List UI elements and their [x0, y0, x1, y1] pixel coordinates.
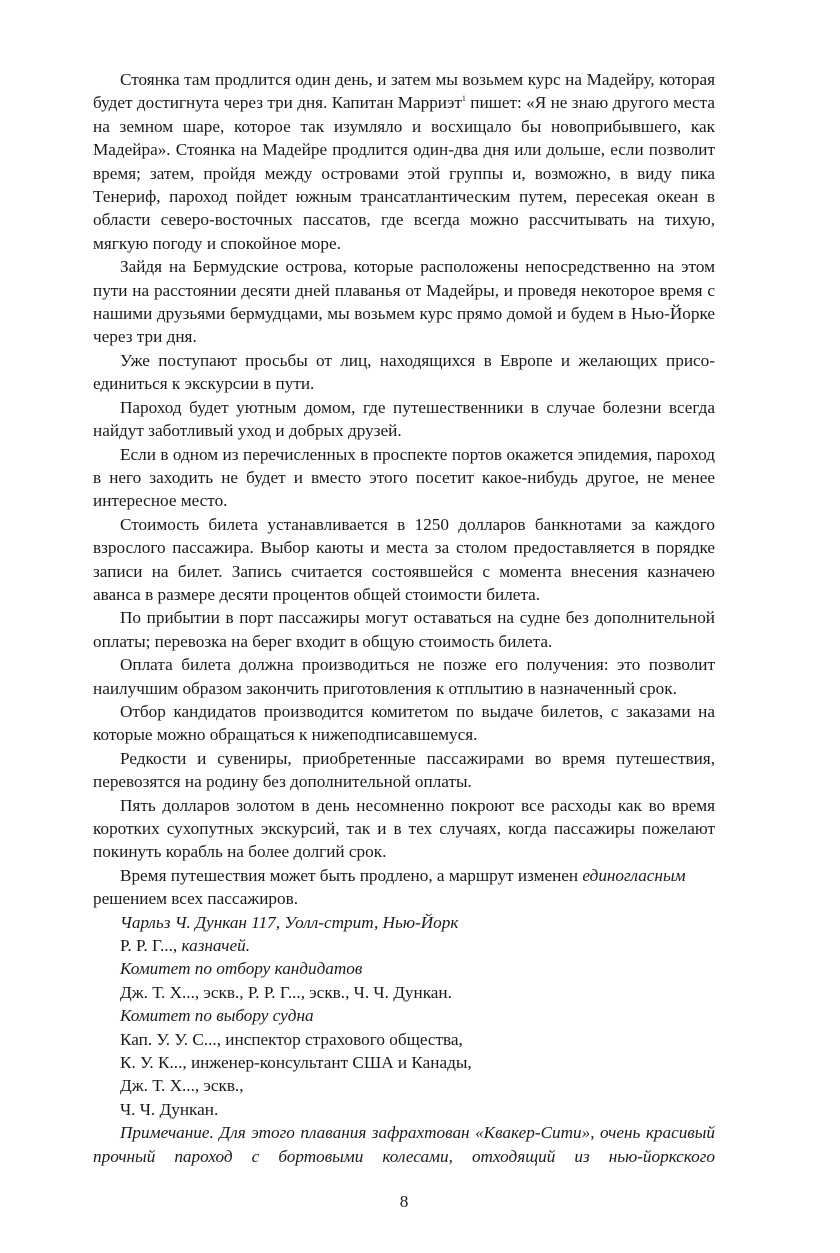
paragraph-payment: Оплата билета должна производиться не позже его получения: это позволит наилучшим образом закончить приготовления к отплытию в назначенный срок.: [93, 655, 715, 698]
ship-committee-member: К. У. К..., инженер-консультант США и Канады,: [120, 1053, 472, 1073]
ship-committee-member: Кап. У. У. С..., инспектор страхового общества,: [120, 1029, 463, 1049]
paragraph-ticket-cost: Стоимость билета устанавливается в 1250 долларов банкнотами за каждого взрослого пассажира. Выбор каюты и места за столом предоставляется в порядке записи на билет. Запись считается состоявшейся с момента внесения казначею аванса в размере десяти процентов общей стоимости билета.: [93, 514, 715, 604]
paragraph-duration-continuation: решением всех пассажиров.: [93, 889, 299, 909]
selection-committee-members: Дж. Т. Х..., эскв., Р. Р. Г..., эскв., Ч. Ч. Дункан.: [120, 982, 452, 1002]
paragraph-text: Время путешествия может быть продлено, а маршрут изменен: [120, 865, 583, 885]
page-number: 8: [399, 1192, 409, 1212]
paragraph-selection: Отбор кандидатов производится комитетом по выдаче билетов, с заказами на которые можно обращаться к нижеподписавшемуся.: [93, 701, 715, 745]
selection-committee-heading: Комитет по отбору кандидатов: [120, 959, 363, 979]
paragraph-europe-requests: Уже поступают просьбы от лиц, находящихся в Европе и желающих присоединиться к экскурсии в пути.: [93, 350, 715, 394]
ship-committee-heading: Комитет по выбору судна: [120, 1006, 314, 1026]
treasurer-title: казначей.: [181, 936, 251, 956]
paragraph-expenses: Пять долларов золотом в день несомненно покроют все расходы как во время коротких сухопутных экскурсий, так и в тех случаях, когда пассажиры пожелают покинуть корабль на более долгий срок.: [93, 795, 715, 862]
paragraph-text: Стоянка там продлится один день, и затем мы возьмем курс на Мадейру, которая будет достигнута через три дня. Капитан Марриэт: [93, 70, 715, 113]
paragraph-epidemic: Если в одном из перечисленных в проспекте портов окажется эпидемия, пароход в него заходить не будет и вместо этого посетит какое-нибудь другое, не менее интересное место.: [93, 444, 715, 511]
paragraph-duration: [93, 864, 715, 887]
emphasis-word: единогласным: [582, 865, 686, 885]
paragraph-itinerary: [93, 68, 715, 255]
signature-address: Чарльз Ч. Дункан 117, Уолл-стрит, Нью-Йорк: [120, 912, 459, 932]
paragraph-text: пишет: «Я не знаю другого места на земном шаре, которое так изумляло и восхищало бы новоприбывшего, как Мадейра». Стоянка на Мадейре продлится один-два дня или дольше, если позволит время; затем, пройдя между островами этой группы и, возможно, в виду пика Тенериф, пароход пойдет южным трансатлантическим путем, пересекая океан в области северо-восточных пассатов, где всегда можно рассчитывать на тихую, мягкую погоду и спокойное море.: [93, 93, 716, 253]
ship-committee-member: Дж. Т. Х..., эскв.,: [120, 1076, 244, 1096]
paragraph-souvenirs: Редкости и сувениры, приобретенные пассажирами во время путешествия, перевозятся на родину без дополнительной оплаты.: [93, 748, 715, 792]
paragraph-port-stay: По прибытии в порт пассажиры могут оставаться на судне без дополнительной оплаты; перевозка на берег входит в общую стоимость билета.: [93, 608, 715, 651]
ship-committee-member: Ч. Ч. Дункан.: [120, 1099, 219, 1119]
page-body: [93, 68, 715, 1168]
paragraph-steamer-home: Пароход будет уютным домом, где путешественники в случае болезни всегда найдут заботливый уход и добрых друзей.: [93, 397, 715, 441]
paragraph-bermuda: Зайдя на Бермудские острова, которые расположены непосредственно на этом пути на расстоянии десяти дней плаванья от Мадейры, и проведя некоторое время с нашими друзьями бермудцами, мы возьмем курс прямо домой и будем в Нью-Йорке через три дня.: [93, 257, 715, 347]
note-paragraph: Примечание. Для этого плавания зафрахтован «Квакер-Сити», очень красивый прочный пароход с бортовыми колесами, отходящий из нью-йоркского: [93, 1123, 715, 1166]
footnote-marker[interactable]: 1: [461, 94, 466, 104]
treasurer-name: Р. Р. Г...,: [120, 936, 182, 956]
signature-treasurer: [93, 934, 715, 957]
